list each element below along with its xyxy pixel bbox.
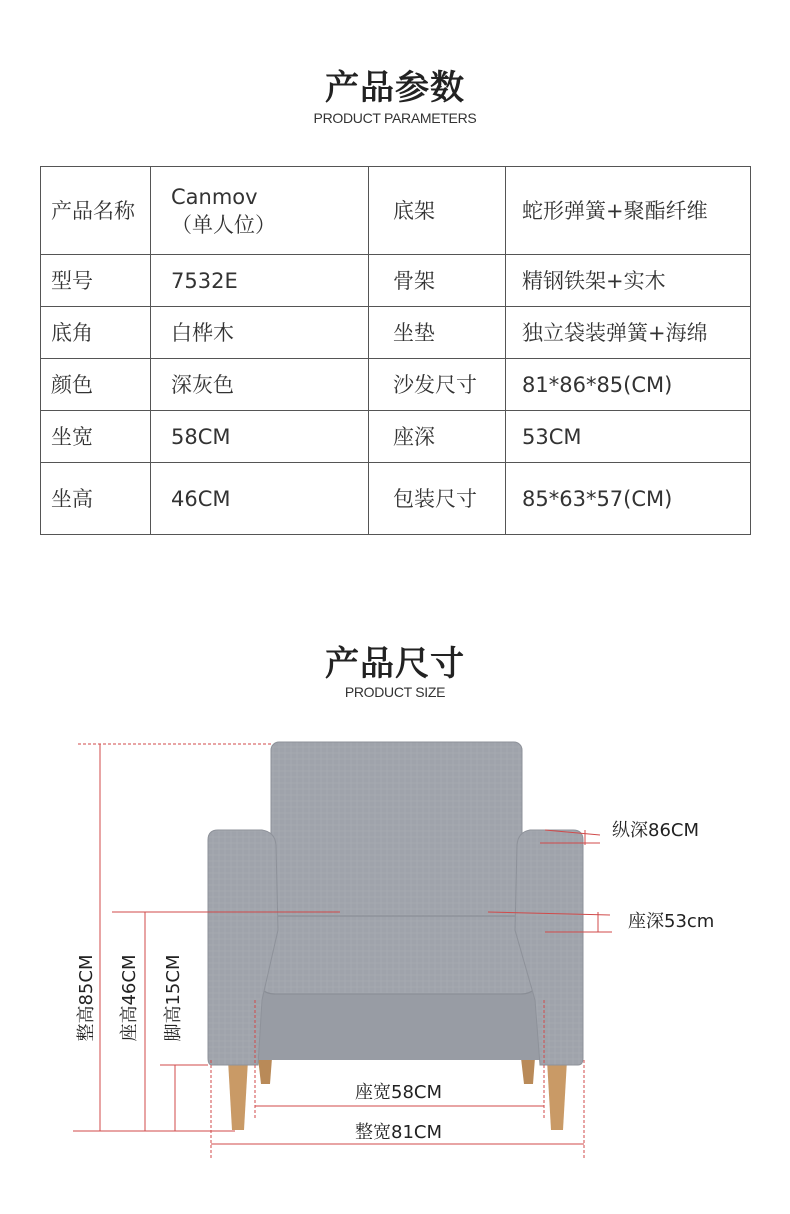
sofa-image <box>208 742 583 1130</box>
sofa-base <box>250 985 545 1060</box>
param-value: 蛇形弹簧+聚酯纤维 <box>506 167 751 255</box>
param-value: Canmov （单人位） <box>151 167 369 255</box>
param-value: 独立袋装弹簧+海绵 <box>506 307 751 359</box>
depth-label: 纵深86CM <box>612 820 700 841</box>
seat-height-label: 座高46CM <box>119 954 140 1042</box>
sofa-leg <box>258 1058 272 1084</box>
param-value: 46CM <box>151 463 369 535</box>
param-label: 骨架 <box>369 255 506 307</box>
seat-cushion <box>253 916 543 994</box>
param-label: 底角 <box>41 307 151 359</box>
param-label: 型号 <box>41 255 151 307</box>
param-label: 坐高 <box>41 463 151 535</box>
param-label: 颜色 <box>41 359 151 411</box>
param-value: 53CM <box>506 411 751 463</box>
param-label: 底架 <box>369 167 506 255</box>
param-label: 座深 <box>369 411 506 463</box>
seat-width-label: 座宽58CM <box>355 1082 443 1103</box>
leg-height-label: 脚高15CM <box>163 954 184 1042</box>
params-subtitle: PRODUCT PARAMETERS <box>313 110 477 126</box>
back-cushion <box>271 742 522 922</box>
param-label: 包装尺寸 <box>369 463 506 535</box>
params-title: 产品参数 <box>325 68 465 108</box>
size-title: 产品尺寸 <box>325 644 465 684</box>
seat-depth-label: 座深53cm <box>628 911 715 932</box>
param-value: 81*86*85(CM) <box>506 359 751 411</box>
sofa-leg <box>547 1060 567 1130</box>
param-value: 7532E <box>151 255 369 307</box>
param-value: 白桦木 <box>151 307 369 359</box>
param-value: 精钢铁架+实木 <box>506 255 751 307</box>
param-value: 58CM <box>151 411 369 463</box>
param-label: 坐垫 <box>369 307 506 359</box>
param-value: 85*63*57(CM) <box>506 463 751 535</box>
param-value: 深灰色 <box>151 359 369 411</box>
param-label: 产品名称 <box>41 167 151 255</box>
sofa-leg <box>521 1058 535 1084</box>
size-subtitle: PRODUCT SIZE <box>344 684 446 700</box>
total-width-label: 整宽81CM <box>355 1122 443 1143</box>
sofa-leg <box>228 1060 248 1130</box>
param-label: 坐宽 <box>41 411 151 463</box>
total-height-label: 整高85CM <box>76 954 97 1042</box>
param-label: 沙发尺寸 <box>369 359 506 411</box>
